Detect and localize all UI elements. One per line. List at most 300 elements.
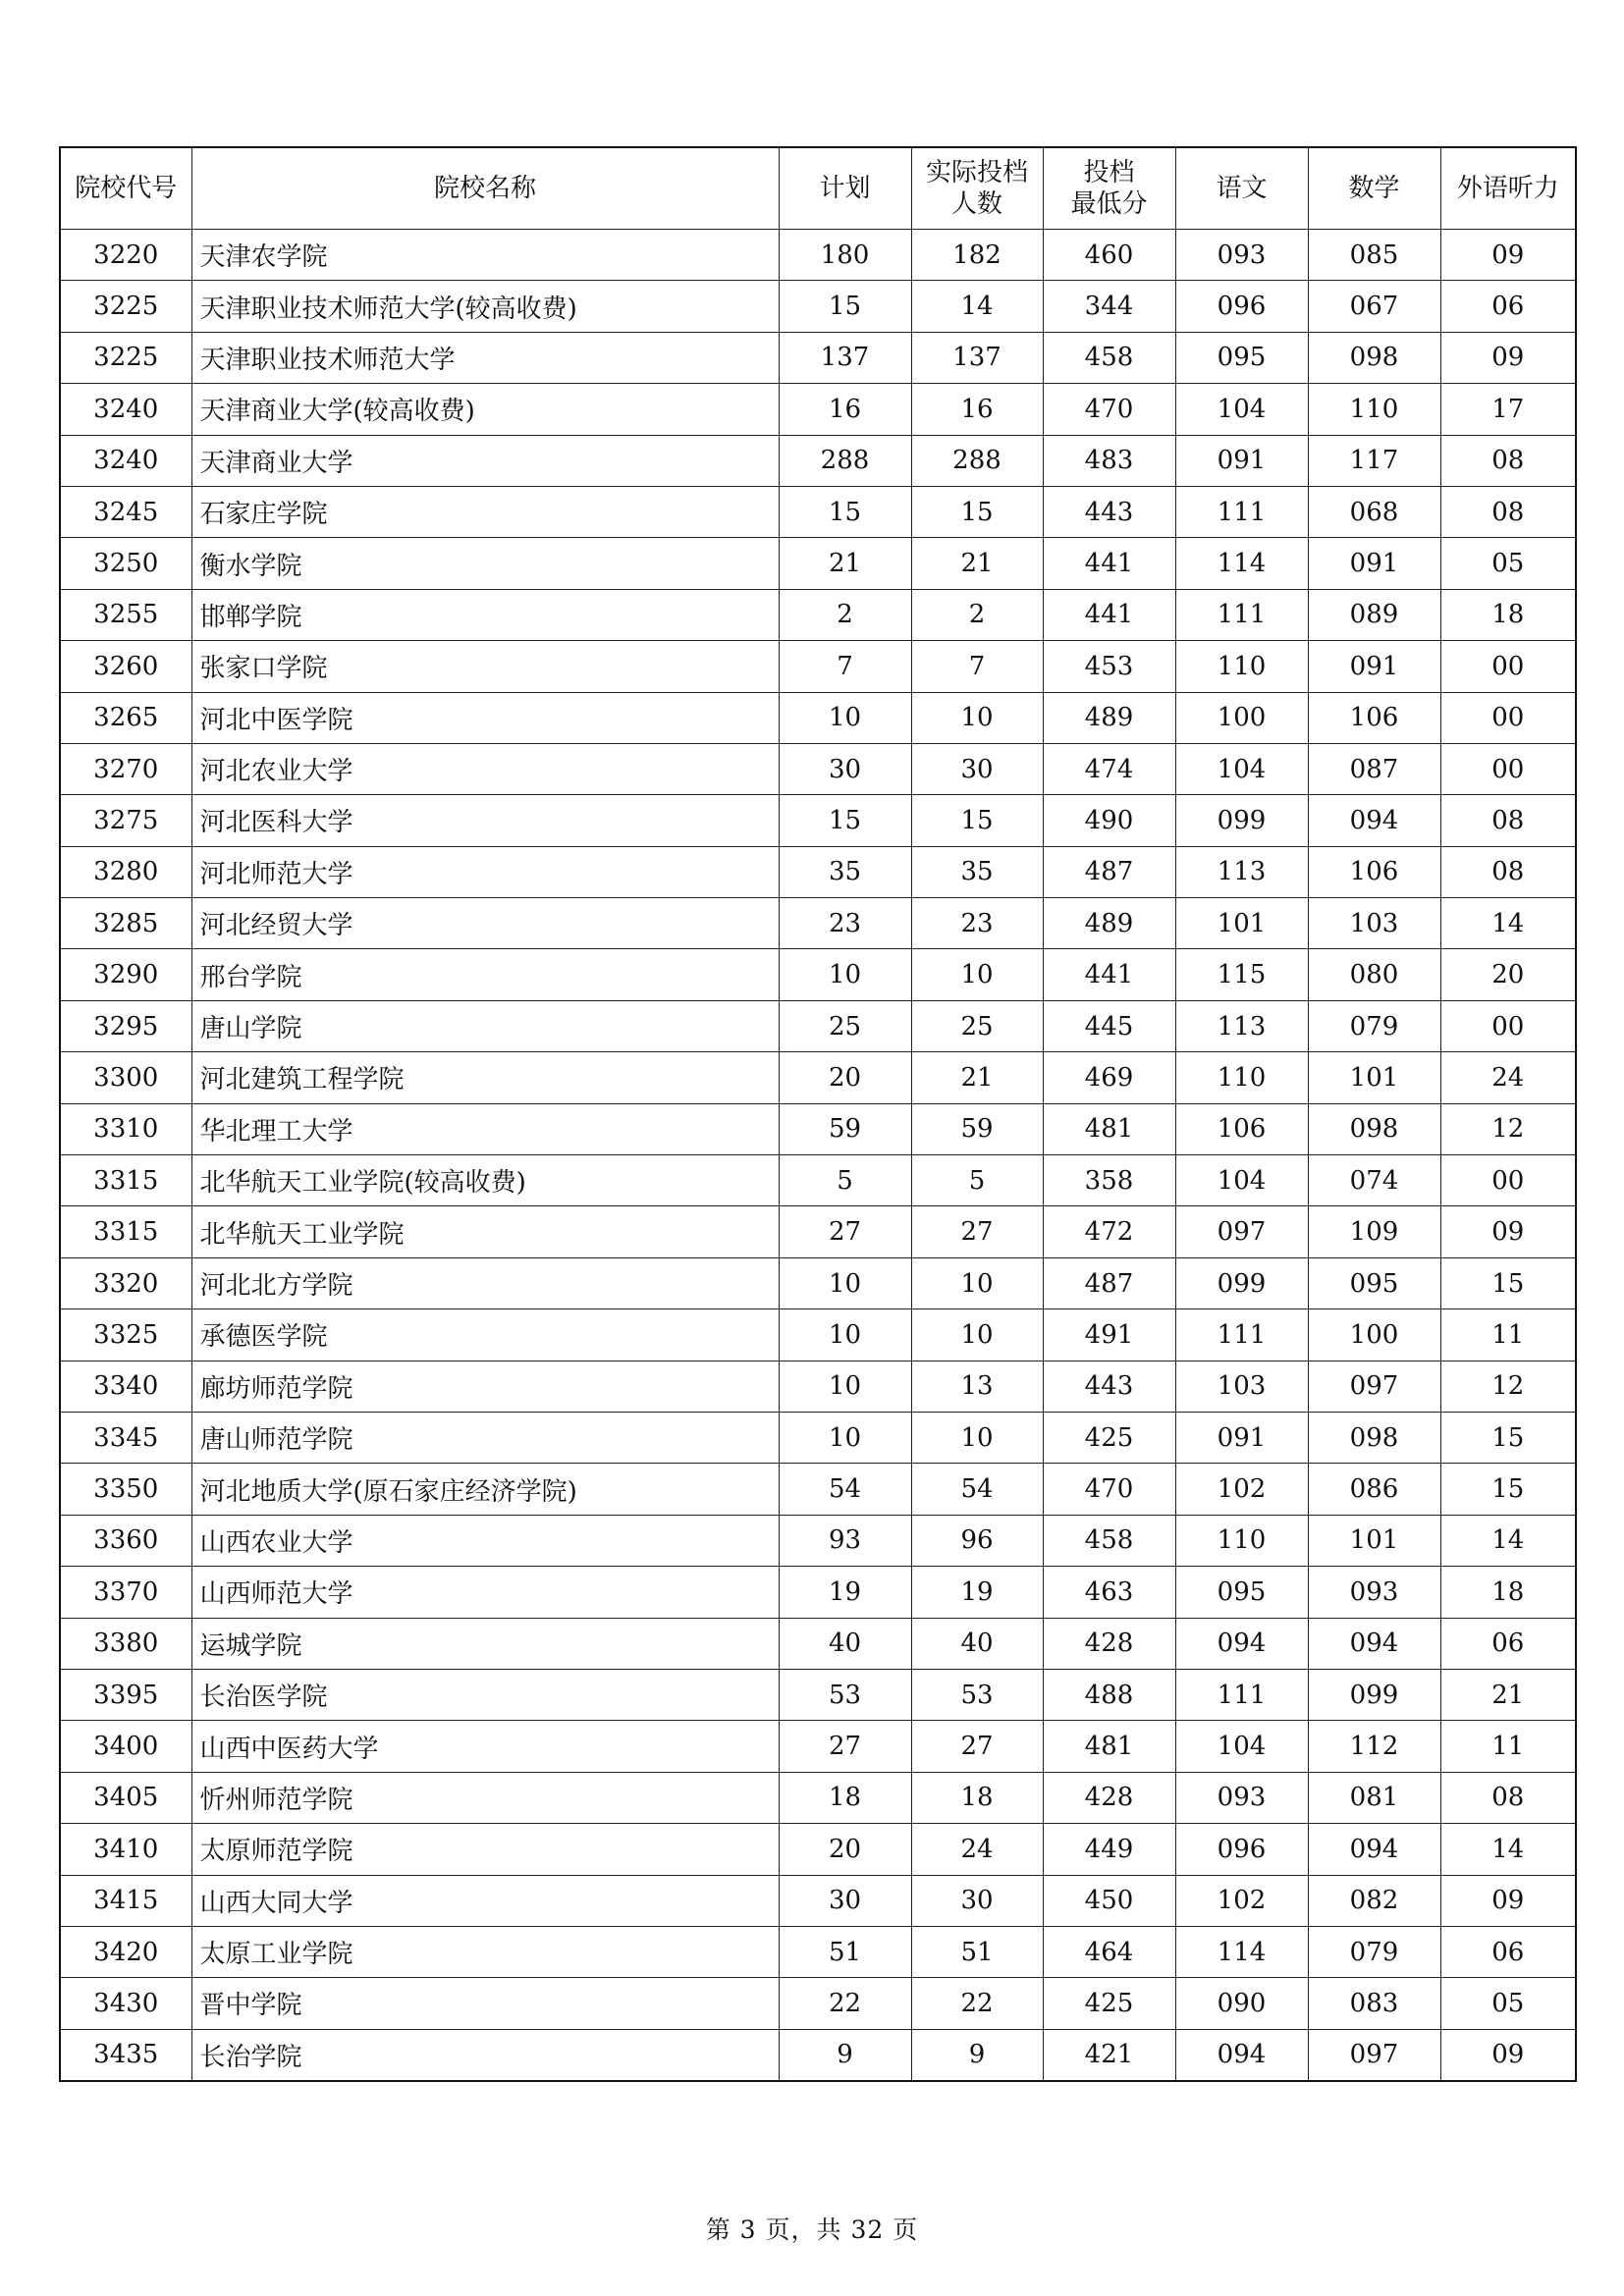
cell-school-code: 3275 [60,795,191,846]
header-min-score-line2: 最低分 [1070,189,1148,219]
cell-math: 079 [1308,1000,1440,1051]
cell-school-name: 山西大同大学 [191,1875,779,1926]
cell-min-score: 458 [1043,1515,1175,1566]
cell-math: 112 [1308,1721,1440,1772]
cell-min-score: 441 [1043,538,1175,589]
cell-math: 099 [1308,1669,1440,1720]
cell-actual-admitted: 288 [911,435,1043,486]
cell-foreign-listening: 06 [1440,281,1576,332]
table-row [60,846,1576,897]
cell-min-score: 470 [1043,1464,1175,1515]
cell-chinese: 113 [1175,846,1308,897]
cell-school-name: 河北农业大学 [191,743,779,794]
cell-actual-admitted: 51 [911,1926,1043,1977]
cell-foreign-listening: 00 [1440,692,1576,743]
cell-school-code: 3345 [60,1412,191,1463]
cell-chinese: 111 [1175,486,1308,537]
cell-foreign-listening: 18 [1440,1567,1576,1618]
cell-chinese: 096 [1175,281,1308,332]
cell-plan: 10 [779,692,911,743]
cell-actual-admitted: 21 [911,538,1043,589]
cell-foreign-listening: 12 [1440,1103,1576,1154]
cell-foreign-listening: 20 [1440,949,1576,1000]
cell-min-score: 344 [1043,281,1175,332]
cell-actual-admitted: 30 [911,1875,1043,1926]
cell-chinese: 091 [1175,1412,1308,1463]
cell-school-name: 天津职业技术师范大学(较高收费) [191,281,779,332]
cell-foreign-listening: 17 [1440,384,1576,435]
cell-min-score: 490 [1043,795,1175,846]
cell-actual-admitted: 59 [911,1103,1043,1154]
cell-plan: 2 [779,589,911,640]
cell-school-code: 3255 [60,589,191,640]
cell-math: 097 [1308,2029,1440,2081]
cell-plan: 22 [779,1978,911,2029]
table-row [60,1052,1576,1103]
cell-school-code: 3315 [60,1206,191,1257]
cell-math: 110 [1308,384,1440,435]
cell-school-code: 3320 [60,1257,191,1308]
cell-plan: 21 [779,538,911,589]
cell-actual-admitted: 23 [911,898,1043,949]
cell-school-code: 3290 [60,949,191,1000]
cell-math: 067 [1308,281,1440,332]
cell-math: 082 [1308,1875,1440,1926]
cell-chinese: 110 [1175,1515,1308,1566]
header-school-code: 院校代号 [60,147,191,230]
cell-plan: 27 [779,1721,911,1772]
cell-min-score: 469 [1043,1052,1175,1103]
cell-chinese: 104 [1175,1721,1308,1772]
cell-school-code: 3370 [60,1567,191,1618]
table-row [60,641,1576,692]
table-row [60,898,1576,949]
cell-min-score: 460 [1043,230,1175,281]
cell-actual-admitted: 40 [911,1618,1043,1669]
cell-min-score: 489 [1043,898,1175,949]
cell-math: 117 [1308,435,1440,486]
cell-chinese: 090 [1175,1978,1308,2029]
cell-school-code: 3250 [60,538,191,589]
cell-math: 106 [1308,846,1440,897]
cell-school-code: 3300 [60,1052,191,1103]
table-row [60,1567,1576,1618]
cell-school-code: 3240 [60,384,191,435]
cell-school-code: 3410 [60,1824,191,1875]
cell-math: 083 [1308,1978,1440,2029]
header-min-score [1043,147,1175,230]
cell-plan: 16 [779,384,911,435]
cell-actual-admitted: 35 [911,846,1043,897]
cell-foreign-listening: 15 [1440,1412,1576,1463]
cell-actual-admitted: 21 [911,1052,1043,1103]
table-row [60,1464,1576,1515]
cell-actual-admitted: 18 [911,1772,1043,1823]
cell-plan: 7 [779,641,911,692]
cell-plan: 19 [779,1567,911,1618]
table-row [60,1103,1576,1154]
cell-chinese: 106 [1175,1103,1308,1154]
cell-math: 101 [1308,1515,1440,1566]
cell-foreign-listening: 06 [1440,1618,1576,1669]
cell-foreign-listening: 09 [1440,332,1576,383]
table-row [60,281,1576,332]
cell-chinese: 099 [1175,1257,1308,1308]
cell-actual-admitted: 5 [911,1155,1043,1206]
cell-actual-admitted: 2 [911,589,1043,640]
cell-school-name: 廊坊师范学院 [191,1361,779,1412]
cell-foreign-listening: 21 [1440,1669,1576,1720]
cell-actual-admitted: 15 [911,486,1043,537]
cell-plan: 10 [779,1309,911,1361]
cell-min-score: 489 [1043,692,1175,743]
cell-plan: 25 [779,1000,911,1051]
cell-min-score: 464 [1043,1926,1175,1977]
cell-actual-admitted: 15 [911,795,1043,846]
cell-school-code: 3240 [60,435,191,486]
cell-chinese: 100 [1175,692,1308,743]
header-actual-admitted-line1: 实际投档 [925,158,1028,187]
cell-plan: 51 [779,1926,911,1977]
table-row [60,692,1576,743]
cell-plan: 10 [779,949,911,1000]
cell-actual-admitted: 10 [911,1412,1043,1463]
cell-school-name: 衡水学院 [191,538,779,589]
cell-plan: 27 [779,1206,911,1257]
cell-min-score: 487 [1043,846,1175,897]
cell-math: 079 [1308,1926,1440,1977]
cell-actual-admitted: 53 [911,1669,1043,1720]
cell-min-score: 441 [1043,589,1175,640]
cell-school-name: 北华航天工业学院(较高收费) [191,1155,779,1206]
cell-school-code: 3295 [60,1000,191,1051]
cell-math: 098 [1308,332,1440,383]
cell-foreign-listening: 18 [1440,589,1576,640]
cell-school-name: 天津商业大学(较高收费) [191,384,779,435]
cell-actual-admitted: 10 [911,692,1043,743]
cell-math: 093 [1308,1567,1440,1618]
header-plan: 计划 [779,147,911,230]
cell-min-score: 450 [1043,1875,1175,1926]
table-row [60,1926,1576,1977]
table-row [60,743,1576,794]
cell-actual-admitted: 14 [911,281,1043,332]
cell-actual-admitted: 96 [911,1515,1043,1566]
cell-school-name: 河北中医学院 [191,692,779,743]
table-row [60,1257,1576,1308]
cell-foreign-listening: 06 [1440,1926,1576,1977]
cell-actual-admitted: 54 [911,1464,1043,1515]
cell-chinese: 115 [1175,949,1308,1000]
cell-plan: 15 [779,281,911,332]
cell-school-code: 3395 [60,1669,191,1720]
cell-actual-admitted: 10 [911,1309,1043,1361]
cell-school-code: 3325 [60,1309,191,1361]
cell-min-score: 443 [1043,1361,1175,1412]
cell-chinese: 095 [1175,332,1308,383]
cell-math: 080 [1308,949,1440,1000]
cell-chinese: 111 [1175,589,1308,640]
cell-school-code: 3245 [60,486,191,537]
cell-school-name: 河北建筑工程学院 [191,1052,779,1103]
cell-school-name: 张家口学院 [191,641,779,692]
cell-plan: 35 [779,846,911,897]
cell-min-score: 443 [1043,486,1175,537]
table-row [60,1978,1576,2029]
header-actual-admitted [911,147,1043,230]
cell-school-name: 石家庄学院 [191,486,779,537]
table-row [60,230,1576,281]
table-row [60,538,1576,589]
cell-school-name: 太原师范学院 [191,1824,779,1875]
cell-chinese: 104 [1175,384,1308,435]
cell-foreign-listening: 09 [1440,230,1576,281]
cell-math: 074 [1308,1155,1440,1206]
header-math: 数学 [1308,147,1440,230]
table-row [60,949,1576,1000]
header-chinese: 语文 [1175,147,1308,230]
cell-min-score: 481 [1043,1103,1175,1154]
cell-school-code: 3260 [60,641,191,692]
cell-plan: 10 [779,1361,911,1412]
cell-min-score: 449 [1043,1824,1175,1875]
table-row [60,1669,1576,1720]
cell-chinese: 096 [1175,1824,1308,1875]
cell-min-score: 463 [1043,1567,1175,1618]
cell-plan: 10 [779,1257,911,1308]
cell-min-score: 458 [1043,332,1175,383]
cell-chinese: 099 [1175,795,1308,846]
cell-foreign-listening: 00 [1440,1000,1576,1051]
cell-foreign-listening: 11 [1440,1721,1576,1772]
cell-math: 094 [1308,1824,1440,1875]
cell-min-score: 421 [1043,2029,1175,2081]
header-actual-admitted-line2: 人数 [950,189,1002,219]
cell-foreign-listening: 08 [1440,795,1576,846]
cell-min-score: 481 [1043,1721,1175,1772]
cell-plan: 40 [779,1618,911,1669]
table-row [60,795,1576,846]
table-row [60,1412,1576,1463]
cell-foreign-listening: 08 [1440,1772,1576,1823]
cell-math: 085 [1308,230,1440,281]
cell-min-score: 445 [1043,1000,1175,1051]
cell-chinese: 102 [1175,1464,1308,1515]
cell-actual-admitted: 10 [911,1257,1043,1308]
cell-foreign-listening: 08 [1440,435,1576,486]
cell-school-code: 3415 [60,1875,191,1926]
cell-math: 081 [1308,1772,1440,1823]
cell-min-score: 425 [1043,1978,1175,2029]
cell-school-name: 河北北方学院 [191,1257,779,1308]
cell-actual-admitted: 25 [911,1000,1043,1051]
cell-chinese: 111 [1175,1669,1308,1720]
cell-chinese: 094 [1175,2029,1308,2081]
cell-chinese: 110 [1175,1052,1308,1103]
admission-score-table [59,146,1577,2082]
cell-school-code: 3380 [60,1618,191,1669]
cell-school-code: 3420 [60,1926,191,1977]
cell-plan: 5 [779,1155,911,1206]
table-row [60,1875,1576,1926]
cell-foreign-listening: 09 [1440,1875,1576,1926]
cell-chinese: 101 [1175,898,1308,949]
table-row [60,1309,1576,1361]
cell-min-score: 483 [1043,435,1175,486]
cell-actual-admitted: 7 [911,641,1043,692]
cell-school-name: 忻州师范学院 [191,1772,779,1823]
cell-actual-admitted: 10 [911,949,1043,1000]
cell-school-name: 山西师范大学 [191,1567,779,1618]
cell-school-name: 邢台学院 [191,949,779,1000]
cell-plan: 9 [779,2029,911,2081]
cell-school-name: 河北师范大学 [191,846,779,897]
table-row [60,1515,1576,1566]
cell-school-name: 天津职业技术师范大学 [191,332,779,383]
cell-plan: 23 [779,898,911,949]
cell-math: 106 [1308,692,1440,743]
cell-school-name: 华北理工大学 [191,1103,779,1154]
cell-foreign-listening: 14 [1440,1515,1576,1566]
cell-math: 101 [1308,1052,1440,1103]
cell-foreign-listening: 12 [1440,1361,1576,1412]
cell-chinese: 114 [1175,1926,1308,1977]
cell-min-score: 441 [1043,949,1175,1000]
cell-foreign-listening: 09 [1440,2029,1576,2081]
cell-foreign-listening: 00 [1440,641,1576,692]
cell-plan: 18 [779,1772,911,1823]
cell-actual-admitted: 27 [911,1721,1043,1772]
cell-chinese: 103 [1175,1361,1308,1412]
cell-school-code: 3360 [60,1515,191,1566]
cell-actual-admitted: 9 [911,2029,1043,2081]
cell-school-code: 3225 [60,281,191,332]
cell-math: 095 [1308,1257,1440,1308]
cell-foreign-listening: 08 [1440,486,1576,537]
cell-chinese: 097 [1175,1206,1308,1257]
cell-school-code: 3405 [60,1772,191,1823]
header-foreign-listening: 外语听力 [1440,147,1576,230]
cell-plan: 20 [779,1052,911,1103]
cell-school-name: 晋中学院 [191,1978,779,2029]
cell-foreign-listening: 09 [1440,1206,1576,1257]
cell-min-score: 425 [1043,1412,1175,1463]
cell-math: 086 [1308,1464,1440,1515]
cell-school-name: 山西中医药大学 [191,1721,779,1772]
page-number-footer: 第 3 页，共 32 页 [705,2216,919,2244]
cell-foreign-listening: 14 [1440,898,1576,949]
table-row [60,1772,1576,1823]
cell-school-code: 3315 [60,1155,191,1206]
cell-foreign-listening: 15 [1440,1464,1576,1515]
cell-school-code: 3340 [60,1361,191,1412]
table-row [60,1361,1576,1412]
table-row [60,1155,1576,1206]
cell-school-name: 河北医科大学 [191,795,779,846]
cell-min-score: 474 [1043,743,1175,794]
cell-school-name: 太原工业学院 [191,1926,779,1977]
cell-min-score: 488 [1043,1669,1175,1720]
cell-min-score: 491 [1043,1309,1175,1361]
cell-foreign-listening: 05 [1440,1978,1576,2029]
table-row [60,1721,1576,1772]
table-body [60,230,1576,2082]
cell-foreign-listening: 08 [1440,846,1576,897]
cell-chinese: 091 [1175,435,1308,486]
cell-school-name: 唐山师范学院 [191,1412,779,1463]
cell-chinese: 104 [1175,743,1308,794]
table-row [60,486,1576,537]
table-row [60,384,1576,435]
cell-plan: 288 [779,435,911,486]
cell-foreign-listening: 15 [1440,1257,1576,1308]
cell-school-code: 3350 [60,1464,191,1515]
cell-plan: 15 [779,795,911,846]
table-row [60,2029,1576,2081]
cell-school-name: 运城学院 [191,1618,779,1669]
cell-plan: 54 [779,1464,911,1515]
cell-min-score: 358 [1043,1155,1175,1206]
cell-math: 098 [1308,1412,1440,1463]
cell-math: 068 [1308,486,1440,537]
cell-school-name: 邯郸学院 [191,589,779,640]
cell-school-name: 河北经贸大学 [191,898,779,949]
cell-school-code: 3280 [60,846,191,897]
cell-foreign-listening: 11 [1440,1309,1576,1361]
cell-math: 089 [1308,589,1440,640]
cell-min-score: 428 [1043,1618,1175,1669]
cell-min-score: 487 [1043,1257,1175,1308]
cell-foreign-listening: 00 [1440,1155,1576,1206]
cell-math: 094 [1308,1618,1440,1669]
table-row [60,1000,1576,1051]
cell-plan: 53 [779,1669,911,1720]
cell-school-name: 天津商业大学 [191,435,779,486]
cell-chinese: 095 [1175,1567,1308,1618]
cell-plan: 137 [779,332,911,383]
cell-foreign-listening: 14 [1440,1824,1576,1875]
cell-school-code: 3400 [60,1721,191,1772]
cell-math: 098 [1308,1103,1440,1154]
cell-math: 103 [1308,898,1440,949]
cell-actual-admitted: 24 [911,1824,1043,1875]
cell-actual-admitted: 137 [911,332,1043,383]
cell-school-code: 3270 [60,743,191,794]
cell-actual-admitted: 16 [911,384,1043,435]
cell-math: 091 [1308,538,1440,589]
cell-school-code: 3225 [60,332,191,383]
cell-plan: 93 [779,1515,911,1566]
cell-min-score: 428 [1043,1772,1175,1823]
cell-plan: 180 [779,230,911,281]
cell-plan: 30 [779,743,911,794]
cell-school-code: 3310 [60,1103,191,1154]
cell-plan: 10 [779,1412,911,1463]
header-school-name: 院校名称 [191,147,779,230]
cell-foreign-listening: 05 [1440,538,1576,589]
cell-school-name: 北华航天工业学院 [191,1206,779,1257]
table-row [60,1824,1576,1875]
table-header-row [60,147,1576,230]
cell-school-name: 天津农学院 [191,230,779,281]
cell-chinese: 114 [1175,538,1308,589]
cell-chinese: 094 [1175,1618,1308,1669]
cell-chinese: 104 [1175,1155,1308,1206]
cell-plan: 15 [779,486,911,537]
cell-school-code: 3265 [60,692,191,743]
cell-school-code: 3430 [60,1978,191,2029]
table-row [60,1206,1576,1257]
